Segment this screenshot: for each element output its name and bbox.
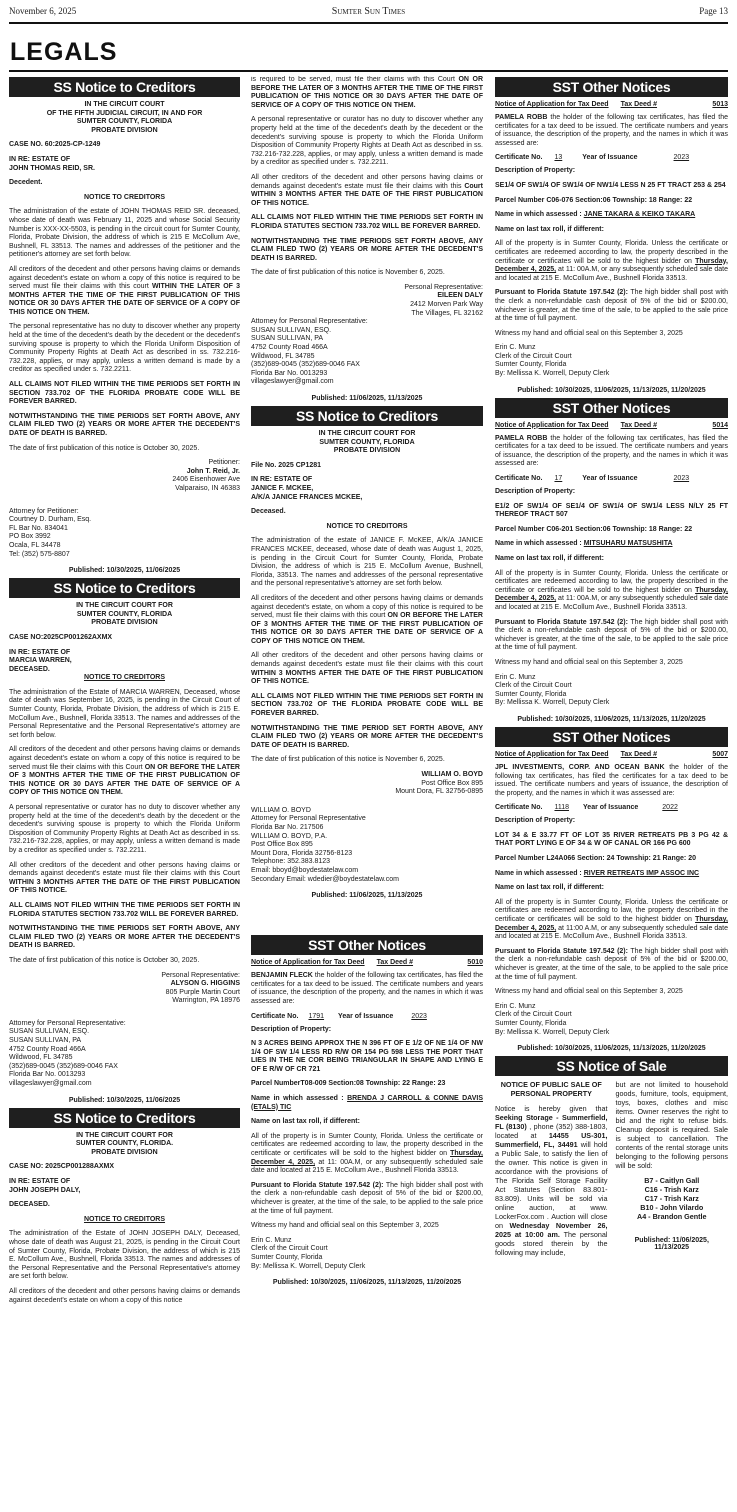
unit-item: A4 - Brandon Gentle — [637, 1212, 707, 1222]
published-dates: Published: 10/30/2025, 11/06/2025 — [68, 567, 181, 575]
tax-deed-header: Notice of Application for Tax Deed Tax Deed # 5010 — [251, 959, 483, 967]
estate-of: IN RE: ESTATE OF MARCIA WARREN, DECEASED. — [9, 648, 72, 673]
notice-paragraph: Notice is hereby given that Seeking Storage - Summerfield, FL (8130) , phone (352) 388-1803, located at 14455 US-301, Summerfield, FL, 34491 will hold a Public Sale, to satisfy the lien of the owner. This notice is given in accordance with the provisions of The Florida Self Storage Facility Act Statutes (Section 83.801-83.809). Units will be sold via online auction, at www. LockerFox.com . Auction will close on Wednesday November 26, 2025 at 10:00 am. The personal goods stored therein by the following may include, — [495, 1104, 608, 1258]
notice-banner: SST Other Notices — [495, 727, 728, 747]
notice-paragraph: The administration of the Estate of JOHN JOSEPH DALY, Deceased, whose date of death was August 21, 2025, is pending in the Circuit Court of Sumter County, Florida, Probate Division, the address of which is 215 E. McCollum Ave., Bushnell, Florida 33513. The names and addresses of the Personal Representative and the Personal Representative's attorney are set forth below. — [9, 1230, 240, 1281]
parcel-number: Parcel NumberT08-009 Section:08 Township: 22 Range: 23 — [251, 1080, 446, 1088]
notice-paragraph: The personal representative has no duty to discover whether any property held at the time of the decedent's death by the decedent or the decedent's surviving spouse is property to which the Florida Uniform Disposition of Community Property Rights at Death Act as described in ss. 732.216-732.228, applies, or may apply, unless a written demand is made by a creditor as specified under s. 732.2211. — [9, 323, 240, 374]
notice-paragraph: ALL CLAIMS NOT FILED WITHIN THE TIME PERIODS SET FORTH IN SECTION 733.702 OF THE FLORIDA PROBATE CODE WILL BE FOREVER BARRED. — [251, 692, 483, 718]
attorney-block: Attorney for Petitioner: Courtney D. Durham, Esq. FL Bar No. 834041 PO Box 3992 Ocala, FL 34478 Tel: (352) 575-8807 — [9, 507, 92, 558]
published-dates: Published: 10/30/2025, 11/06/2025, 11/13/2025, 11/20/2025 — [517, 386, 706, 394]
page-header — [9, 6, 728, 20]
section-title: LEGALS — [10, 38, 118, 66]
notice-banner: SS Notice to Creditors — [9, 578, 240, 598]
property-description: E1/2 OF SW1/4 OF SE1/4 OF SW1/4 OF SW1/4 LESS N/LY 25 FT THEREOF TRACT 507 — [495, 502, 728, 519]
published-dates: Published: 11/06/2025, 11/13/2025 — [634, 1237, 709, 1252]
property-description: N 3 ACRES BEING APPROX THE N 396 FT OF E 1/2 OF NE 1/4 OF NW 1/4 OF SW 1/4 LESS RD R/W OR 154 PG 598 LESS THE PORT THAT LIES IN THE NE COR BEING TRIANGULAR IN SHAPE AND LYING E OF E R/W OF CR 721 — [251, 1040, 483, 1073]
file-number: File No. 2025 CP1281 — [251, 461, 322, 469]
witness-line: Witness my hand and official seal on this September 3, 2025 — [495, 329, 683, 337]
last-roll-label: Name on last tax roll, if different: — [495, 884, 604, 892]
estate-of: IN RE: ESTATE OF JANICE F. MCKEE, A/K/A JANICE FRANCES MCKEE, — [251, 476, 363, 501]
notice-paragraph: A personal representative or curator has no duty to discover whether any property held at the time of the decedent's death by the decedent or the decedent's surviving spouse is property to which the Florida Uniform Disposition of Community Property Rights at Death Act as described in ss. 732.216-732.228, applies, or may apply, unless a written demand is made by a creditor as specified under s. 732.2211. — [9, 804, 240, 854]
representative-name: ALYSON G. HIGGINS — [170, 980, 240, 988]
witness-line: Witness my hand and official seal on this September 3, 2025 — [251, 1222, 439, 1230]
parcel-number: Parcel Number L24A066 Section: 24 Township: 21 Range: 20 — [495, 855, 696, 863]
notice-paragraph: Pursuant to Florida Statute 197.542 (2): The high bidder shall post with the clerk a non-refundable cash deposit of 5% of the bid or $200.00, whichever is greater, at the time of the sale, to be applied to the sale price at the time of full payment. — [251, 1181, 483, 1215]
parcel-number: Parcel Number C06-076 Section:06 Township: 18 Range: 22 — [495, 196, 693, 204]
description-label: Description of Property: — [495, 488, 576, 496]
clerk-block: Erin C. Munz Clerk of the Circuit Court Sumter County, Florida By: Mellissa K. Worrell, Deputy Clerk — [495, 344, 610, 378]
notice-heading: NOTICE TO CREDITORS — [83, 674, 166, 682]
paper-name: Sumter Sun Times — [331, 6, 406, 17]
representative-address: Post Office Box 895 Mount Dora, FL 32756-0895 — [395, 779, 483, 796]
notice-banner: SST Other Notices — [495, 398, 728, 418]
page-number: Page 13 — [699, 6, 728, 16]
certificate-row: Certificate No. 13 Year of Issuance 2023 — [495, 154, 690, 162]
published-dates: Published: 10/30/2025, 11/06/2025, 11/13/2025, 11/20/2025 — [517, 1045, 706, 1053]
notice-paragraph: The administration of the Estate of MARCIA WARREN, Deceased, whose date of death was September 16, 2025, is pending in the Circuit Court of Sumter County, Florida, Probate Division, the address of which is 215 E. McCollum Ave., Bushnell, Florida 33513. The names and addresses of the Personal Representative and the Personal Representative's attorney are set forth below. — [9, 688, 240, 739]
parcel-number: Parcel Number C06-201 Section:06 Township: 18 Range: 22 — [495, 525, 693, 533]
court-name: IN THE CIRCUIT COURT FOR SUMTER COUNTY, FLORIDA PROBATE DIVISION — [318, 430, 416, 455]
notice-paragraph: Pursuant to Florida Statute 197.542 (2): The high bidder shall post with the clerk a non-refundable cash deposit of 5% of the bid or $200.00, whichever is greater, at the time of the sale, to be applied to the sale price at the time of full payment. — [495, 289, 728, 323]
header-rule — [9, 22, 728, 24]
court-name: IN THE CIRCUIT COURT FOR SUMTER COUNTY, FLORIDA PROBATE DIVISION — [76, 602, 173, 627]
unit-item: C16 - Trish Karz — [644, 1185, 699, 1195]
notice-paragraph: All creditors of the decedent and other persons having claims or demands against decedent's estate on whom a copy of this notice — [9, 1287, 240, 1304]
notice-paragraph: Pursuant to Florida Statute 197.542 (2): The high bidder shall post with the clerk a non-refundable cash deposit of 5% of the bid or $200.00, whichever is greater, at the time of the sale, to be applied to the sale price at the time of full payment. — [495, 618, 728, 652]
last-roll-label: Name on last tax roll, if different: — [251, 1118, 360, 1126]
property-description: LOT 34 & E 33.77 FT OF LOT 35 RIVER RETREATS PB 3 PG 42 & THAT PORT LYING E OF 34 & W OF CANAL OR 166 PG 600 — [495, 831, 728, 848]
published-dates: Published: 11/06/2025, 11/13/2025 — [311, 395, 423, 402]
deceased-label: Deceased. — [251, 508, 286, 516]
notice-paragraph: All of the property is in Sumter County, Florida. Unless the certificate or certificates are redeemed according to law, the property described in the certificate or certificates will be sold to the highest bidder on Thursday, December 4, 2025, at 11: 00A.M, or any subsequently scheduled sale date and located at 215 E. McCollum Ave., Bushnell Florida 33513. — [495, 569, 728, 611]
notice-paragraph: ALL CLAIMS NOT FILED WITHIN THE TIME PERIODS SET FORTH IN FLORIDA STATUTES SECTION 733.702 WILL BE FOREVER BARRED. — [251, 214, 483, 230]
assessed-name: Name in which assessed : JANE TAKARA & KEIKO TAKARA — [495, 211, 696, 219]
notice-banner: SS Notice to Creditors — [9, 77, 240, 97]
published-dates: Published: 10/30/2025, 11/06/2025, 11/13/2025, 11/20/2025 — [517, 715, 706, 723]
representative-label: Personal Representative: — [161, 971, 240, 979]
petitioner-name: John T. Reid, Jr. — [186, 467, 240, 475]
published-dates: Published: 11/06/2025, 11/13/2025 — [311, 892, 423, 900]
notice-banner: SST Other Notices — [251, 935, 483, 955]
witness-line: Witness my hand and official seal on this September 3, 2025 — [495, 988, 683, 996]
notice-paragraph: All other creditors of the decedent and other persons having claims or demands against decedent's estate must file their claims with this court WITHIN 3 MONTHS AFTER THE DATE OF THE FIRST PUBLICATION OF THIS NOTICE. — [251, 652, 483, 686]
notice-paragraph: All other creditors of the decedent and other persons having claims or demands against decedent's estate must file their claims with this Court WITHIN 3 MONTHS AFTER THE DATE OF THE FIRST PUBLICATION OF THIS NOTICE. — [9, 861, 240, 895]
description-label: Description of Property: — [495, 167, 576, 175]
column-3 — [495, 76, 728, 1506]
notice-paragraph: The administration of the estate of JANICE F. McKEE, A/K/A JANICE FRANCES MCKEE, deceased, whose date of death was August 1, 2025, is pending in the Circuit Court for Sumter County, Florida, Probate Division, the address of which is 215 E. McCollum Avenue, Bushnell, Florida, 33513. The names and addresses of the personal representative and the personal representative's attorney are set forth below. — [251, 537, 483, 588]
issue-date: November 6, 2025 — [9, 6, 77, 16]
notice-banner: SS Notice to Creditors — [9, 1108, 240, 1128]
notice-paragraph: PAMELA ROBB the holder of the following tax certificates, has filed the certificates for a tax deed to be issued. The certificate numbers and years of issuance, the description of the property, and the names in which it was assessed are: — [495, 114, 728, 147]
unit-item: C17 - Trish Karz — [644, 1194, 699, 1204]
column-2 — [251, 76, 483, 1506]
petitioner-label: Petitioner: — [208, 459, 240, 467]
property-description: SE1/4 OF SW1/4 OF SW1/4 OF NW1/4 LESS N 25 FT TRACT 253 & 254 — [495, 181, 726, 189]
court-name: IN THE CIRCUIT COURT FOR SUMTER COUNTY, FLORIDA. PROBATE DIVISION — [75, 1131, 174, 1156]
assessed-name: Name in which assessed : MITSUHARU MATSUSHITA — [495, 540, 673, 548]
notice-paragraph: PAMELA ROBB the holder of the following tax certificates, has filed the certificates for a tax deed to be issued. The certificate numbers and years of issuance, the description of the property, and the names in which it was assessed are: — [495, 434, 728, 468]
notice-heading: NOTICE TO CREDITORS — [83, 1215, 166, 1223]
clerk-block: Erin C. Munz Clerk of the Circuit Court Sumter County, Florida By: Mellissa K. Worrell, Deputy Clerk — [251, 1236, 366, 1270]
deceased-label: DECEASED. — [9, 1201, 50, 1209]
notice-paragraph: All creditors of the decedent and other persons having claims or demands against decedent's estate, on whom a copy of this notice is required to be served, must file their claims with this court ON OR BEFORE THE LATER OF 3 MONTHS AFTER THE TIME OF THE FIRST PUBLICATION OF THIS NOTICE OR 30 DAYS AFTER THE DATE OF SERVICE OF A COPY OF THIS NOTICE ON THEM. — [251, 594, 483, 645]
petitioner-address: 2406 Eisenhower Ave Valparaiso, IN 46383 — [172, 476, 240, 492]
notice-paragraph: Pursuant to Florida Statute 197.542 (2): The high bidder shall post with the clerk a non-refundable cash deposit of 5% of the bid or $200.00, whichever is greater, at the time of the sale, to be applied to the sale price at the time of full payment. — [495, 947, 728, 981]
court-name: IN THE CIRCUIT COURT OF THE FIFTH JUDICIAL CIRCUIT, IN AND FOR SUMTER COUNTY, FLORIDA PROBATE DIVISION — [46, 101, 203, 134]
notice-paragraph: All of the property is in Sumter County, Florida. Unless the certificate or certificates are redeemed according to law, the property described in the certificate or certificates will be sold to the highest bidder on Thursday, December 4, 2025, at 11: 00A.M, or any subsequently scheduled sale date and located at 215 E. McCollum Ave., Bushnell Florida 33513. — [251, 1132, 483, 1175]
certificate-row: Certificate No. 17 Year of Issuance 2023 — [495, 475, 690, 483]
representative-name: WILLIAM O. BOYD — [421, 771, 483, 778]
clerk-block: Erin C. Munz Clerk of the Circuit Court Sumter County, Florida By: Mellissa K. Worrell, Deputy Clerk — [495, 1002, 610, 1036]
representative-name: EILEEN DALY — [437, 292, 483, 300]
notice-paragraph: ALL CLAIMS NOT FILED WITHIN THE TIME PERIODS SET FORTH IN FLORIDA STATUTES SECTION 733.702 WILL BE FOREVER BARRED. — [9, 901, 240, 918]
notice-paragraph: BENJAMIN FLECK the holder of the following tax certificates, has filed the certificates for a tax deed to be issued. The certificate numbers and years of issuance, the description of the property, and the names in which it was assessed are: — [251, 972, 483, 1005]
case-number: CASE NO: 2025CP001288AXMX — [9, 1163, 115, 1171]
assessed-name: Name in which assessed : RIVER RETREATS IMP ASSOC INC — [495, 869, 700, 877]
notice-banner: SS Notice of Sale — [495, 1056, 728, 1076]
tax-deed-header: Notice of Application for Tax Deed Tax Deed # 5014 — [495, 421, 728, 429]
notice-paragraph: The date of first publication of this notice is November 6, 2025. — [251, 269, 445, 277]
notice-paragraph: NOTWITHSTANDING THE TIME PERIODS SET FORTH ABOVE, ANY CLAIM FILED TWO (2) YEARS OR MORE AFTER THE DECEDENT'S DATE OF DEATH IS BARRED. — [9, 412, 240, 437]
notice-paragraph: All other creditors of the decedent and other persons having claims or demands against decedent's estate must file their claims with this Court WITHIN 3 MONTHS AFTER THE DATE OF THE FIRST PUBLICATION OF THIS NOTICE. — [251, 173, 483, 207]
tax-deed-header: Notice of Application for Tax Deed Tax Deed # 5007 — [495, 750, 728, 758]
notice-paragraph: is required to be served, must file their claims with this Court ON OR BEFORE THE LATER OF 3 MONTHS AFTER THE TIME OF THE FIRST PUBLICATION OF THIS NOTICE OR 30 DAYS AFTER THE DATE OF SERVICE OF A COPY OF THIS NOTICE ON THEM. — [251, 76, 483, 109]
certificate-row: Certificate No. 1118 Year of Issuance 2022 — [495, 804, 678, 812]
representative-address: 2412 Morven Park Way The Villages, FL 32162 — [410, 301, 483, 317]
notice-paragraph: All creditors of the decedent and other persons having claims or demands against decedent's estate on whom a copy of this notice is required to be served must file their claims with this court WITHIN THE LATER OF 3 MONTHS AFTER THE TIME OF THE FIRST PUBLICATION OF THIS NOTICE OR 30 DAYS AFTER THE DATE OF SERVICE OF A COPY OF THIS NOTICE ON THEM. — [9, 265, 240, 316]
estate-of: IN RE: ESTATE OF JOHN THOMAS REID, SR. — [9, 155, 95, 172]
notice-heading: NOTICE TO CREDITORS — [326, 522, 408, 530]
clerk-block: Erin C. Munz Clerk of the Circuit Court Sumter County, Florida By: Mellissa K. Worrell, Deputy Clerk — [495, 673, 610, 707]
notice-paragraph: A personal representative or curator has no duty to discover whether any property held at the time of the decedent's death by the decedent or the decedent's surviving spouse is property to which the Florida Uniform Disposition of Community Property Rights at Death Act as described in ss. 732.216-732.228, applies, or may apply, unless a written demand is made by a creditor as specified under s. 732.2211. — [251, 116, 483, 167]
notice-paragraph: The date of first publication of this notice is October 30, 2025. — [9, 956, 200, 964]
certificate-row: Certificate No. 1791 Year of Issuance 2023 — [251, 1012, 427, 1020]
estate-of: IN RE: ESTATE OF JOHN JOSEPH DALY, — [9, 1178, 81, 1194]
notice-paragraph: NOTWITHSTANDING THE TIME PERIODS SET FORTH ABOVE, ANY CLAIM FILED TWO (2) YEARS OR MORE AFTER THE DECEDENT'S DEATH IS BARRED. — [251, 237, 483, 262]
attorney-block: Attorney for Personal Representative: SUSAN SULLIVAN, ESQ. SUSAN SULLIVAN, PA 4752 County Road 466A Wildwood, FL 34785 (352)689-0045 (352)689-0046 FAX Florida Bar No. 0013293 villageslawyer@gmail.com — [251, 318, 368, 386]
notice-paragraph: JPL INVESTMENTS, CORP. AND OCEAN BANK the holder of the following tax certificates, has filed the certificates for a tax deed to be issued. The certificate numbers and years of issuance, the description of the property, and the names in which it was assessed are: — [495, 763, 728, 797]
notice-paragraph: The date of first publication of this notice is November 6, 2025. — [251, 756, 445, 764]
description-label: Description of Property: — [495, 817, 576, 825]
case-number: CASE NO:2025CP001262AXMX — [9, 633, 113, 641]
decedent-label: Decedent. — [9, 179, 43, 187]
representative-label: Personal Representative: — [404, 283, 483, 291]
notice-heading: NOTICE OF PUBLIC SALE OF PERSONAL PROPERTY — [500, 1080, 602, 1099]
last-roll-label: Name on last tax roll, if different: — [495, 555, 604, 562]
witness-line: Witness my hand and official seal on this September 3, 2025 — [495, 658, 683, 666]
notice-paragraph: ALL CLAIMS NOT FILED WITHIN THE TIME PERIODS SET FORTH IN SECTION 733.702 OF THE FLORIDA PROBATE CODE WILL BE FOREVER BARRED. — [9, 381, 240, 406]
unit-list — [616, 1176, 729, 1221]
column-1 — [9, 76, 240, 1506]
notice-paragraph: All creditors of the decedent and other persons having claims or demands against decedent's estate on whom a copy of this notice is required to be served must file their claims with this Court ON OR BEFORE THE LATER OF 3 MONTHS AFTER THE TIME OF THE FIRST PUBLICATION OF THIS NOTICE OR 30 DAYS AFTER THE DATE OF SERVICE OF A COPY OF THIS NOTICE ON THEM. — [9, 746, 240, 797]
notice-banner: SS Notice to Creditors — [251, 406, 483, 426]
notice-paragraph: NOTWITHSTANDING THE TIME PERIODS SET FORTH ABOVE, ANY CLAIM FILED TWO (2) YEARS OR MORE AFTER THE DECEDENT'S DEATH IS BARRED. — [9, 925, 240, 950]
case-number: CASE NO. 60:2025-CP-1249 — [9, 141, 101, 149]
representative-address: 805 Purple Martin Court Warrington, PA 18976 — [165, 988, 240, 1005]
assessed-name: Name in which assessed : BRENDA J CARROLL & CONNE DAVIS (ETALS) TIC — [251, 1095, 483, 1111]
published-dates: Published: 10/30/2025, 11/06/2025 — [68, 1096, 181, 1104]
last-roll-label: Name on last tax roll, if different: — [495, 225, 604, 233]
notice-paragraph: The administration of the estate of JOHN THOMAS REID SR. deceased, whose date of death was February 11, 2025 and whose Social Security Number is XXX-XX-5503, is pending in the circuit court for Sumter County, Florida, Probate Division, the address of which is 215 E McCollum Ave, Bushnell, FL 33513. The names and addresses of the petitioner and the petitioner's attorney are set forth below. — [9, 208, 240, 259]
title-rule — [9, 70, 728, 72]
notice-heading: NOTICE TO CREDITORS — [83, 193, 166, 201]
published-dates: Published: 10/30/2025, 11/06/2025, 11/13/2025, 11/20/2025 — [272, 1279, 462, 1287]
attorney-block: WILLIAM O. BOYD Attorney for Personal Representative Florida Bar No. 217506 WILLIAM O. BOYD, P.A. Post Office Box 895 Mount Dora, Florida 32756-8123 Telephone: 352.383.8123 Email: bboyd@boydestatelaw.com Secondary Email: wdedier@boydestatelaw.com — [251, 806, 399, 883]
notice-paragraph: NOTWITHSTANDING THE TIME PERIOD SET FORTH ABOVE, ANY CLAIM FILED TWO (2) YEARS OR MORE AFTER THE DECEDENT'S DATE OF DEATH IS BARRED. — [251, 724, 483, 749]
description-label: Description of Property: — [251, 1025, 332, 1033]
sale-notice — [495, 1080, 728, 1263]
unit-item: B7 - Caitlyn Gall — [644, 1176, 700, 1186]
attorney-block: Attorney for Personal Representative: SUSAN SULLIVAN, ESQ. SUSAN SULLIVAN, PA 4752 County Road 466A Wildwood, FL 34785 (352)689-0045 (352)689-0046 FAX Florida Bar No. 0013293 villageslawyer@gmail.com — [9, 1019, 126, 1088]
notice-paragraph: All of the property is in Sumter County, Florida. Unless the certificate or certificates are redeemed according to law, the property described in the certificate or certificates will be sold to the highest bidder on Thursday, December 4, 2025, at 11:00 A.M, or any subsequently scheduled sale date and located at 215 E. McCollum Ave., Bushnell Florida 33513. — [495, 898, 728, 941]
notice-banner: SST Other Notices — [495, 77, 728, 97]
notice-paragraph: The date of first publication of this notice is October 30, 2025. — [9, 444, 200, 452]
notice-paragraph: All of the property is in Sumter County, Florida. Unless the certificate or certificates are redeemed according to law, the property described in the certificate or certificates will be sold to the highest bidder on Thursday, December 4, 2025, at 11: 00A.M, or any subsequently scheduled sale date and located at 215 E. McCollum Ave., Bushnell Florida 33513. — [495, 240, 728, 282]
unit-item: B10 - John Vilardo — [640, 1203, 704, 1213]
notice-paragraph: but are not limited to household goods, furniture, tools, equipment, toys, boxes, clothes and misc items. Owner reserves the right to bid and the right to refuse bids. Cleanup deposit is required. Sale is subject to cancellation. The contents of the rental storage units belonging to the following persons will be sold: — [615, 1080, 728, 1171]
tax-deed-header: Notice of Application for Tax Deed Tax Deed # 5013 — [495, 101, 728, 108]
